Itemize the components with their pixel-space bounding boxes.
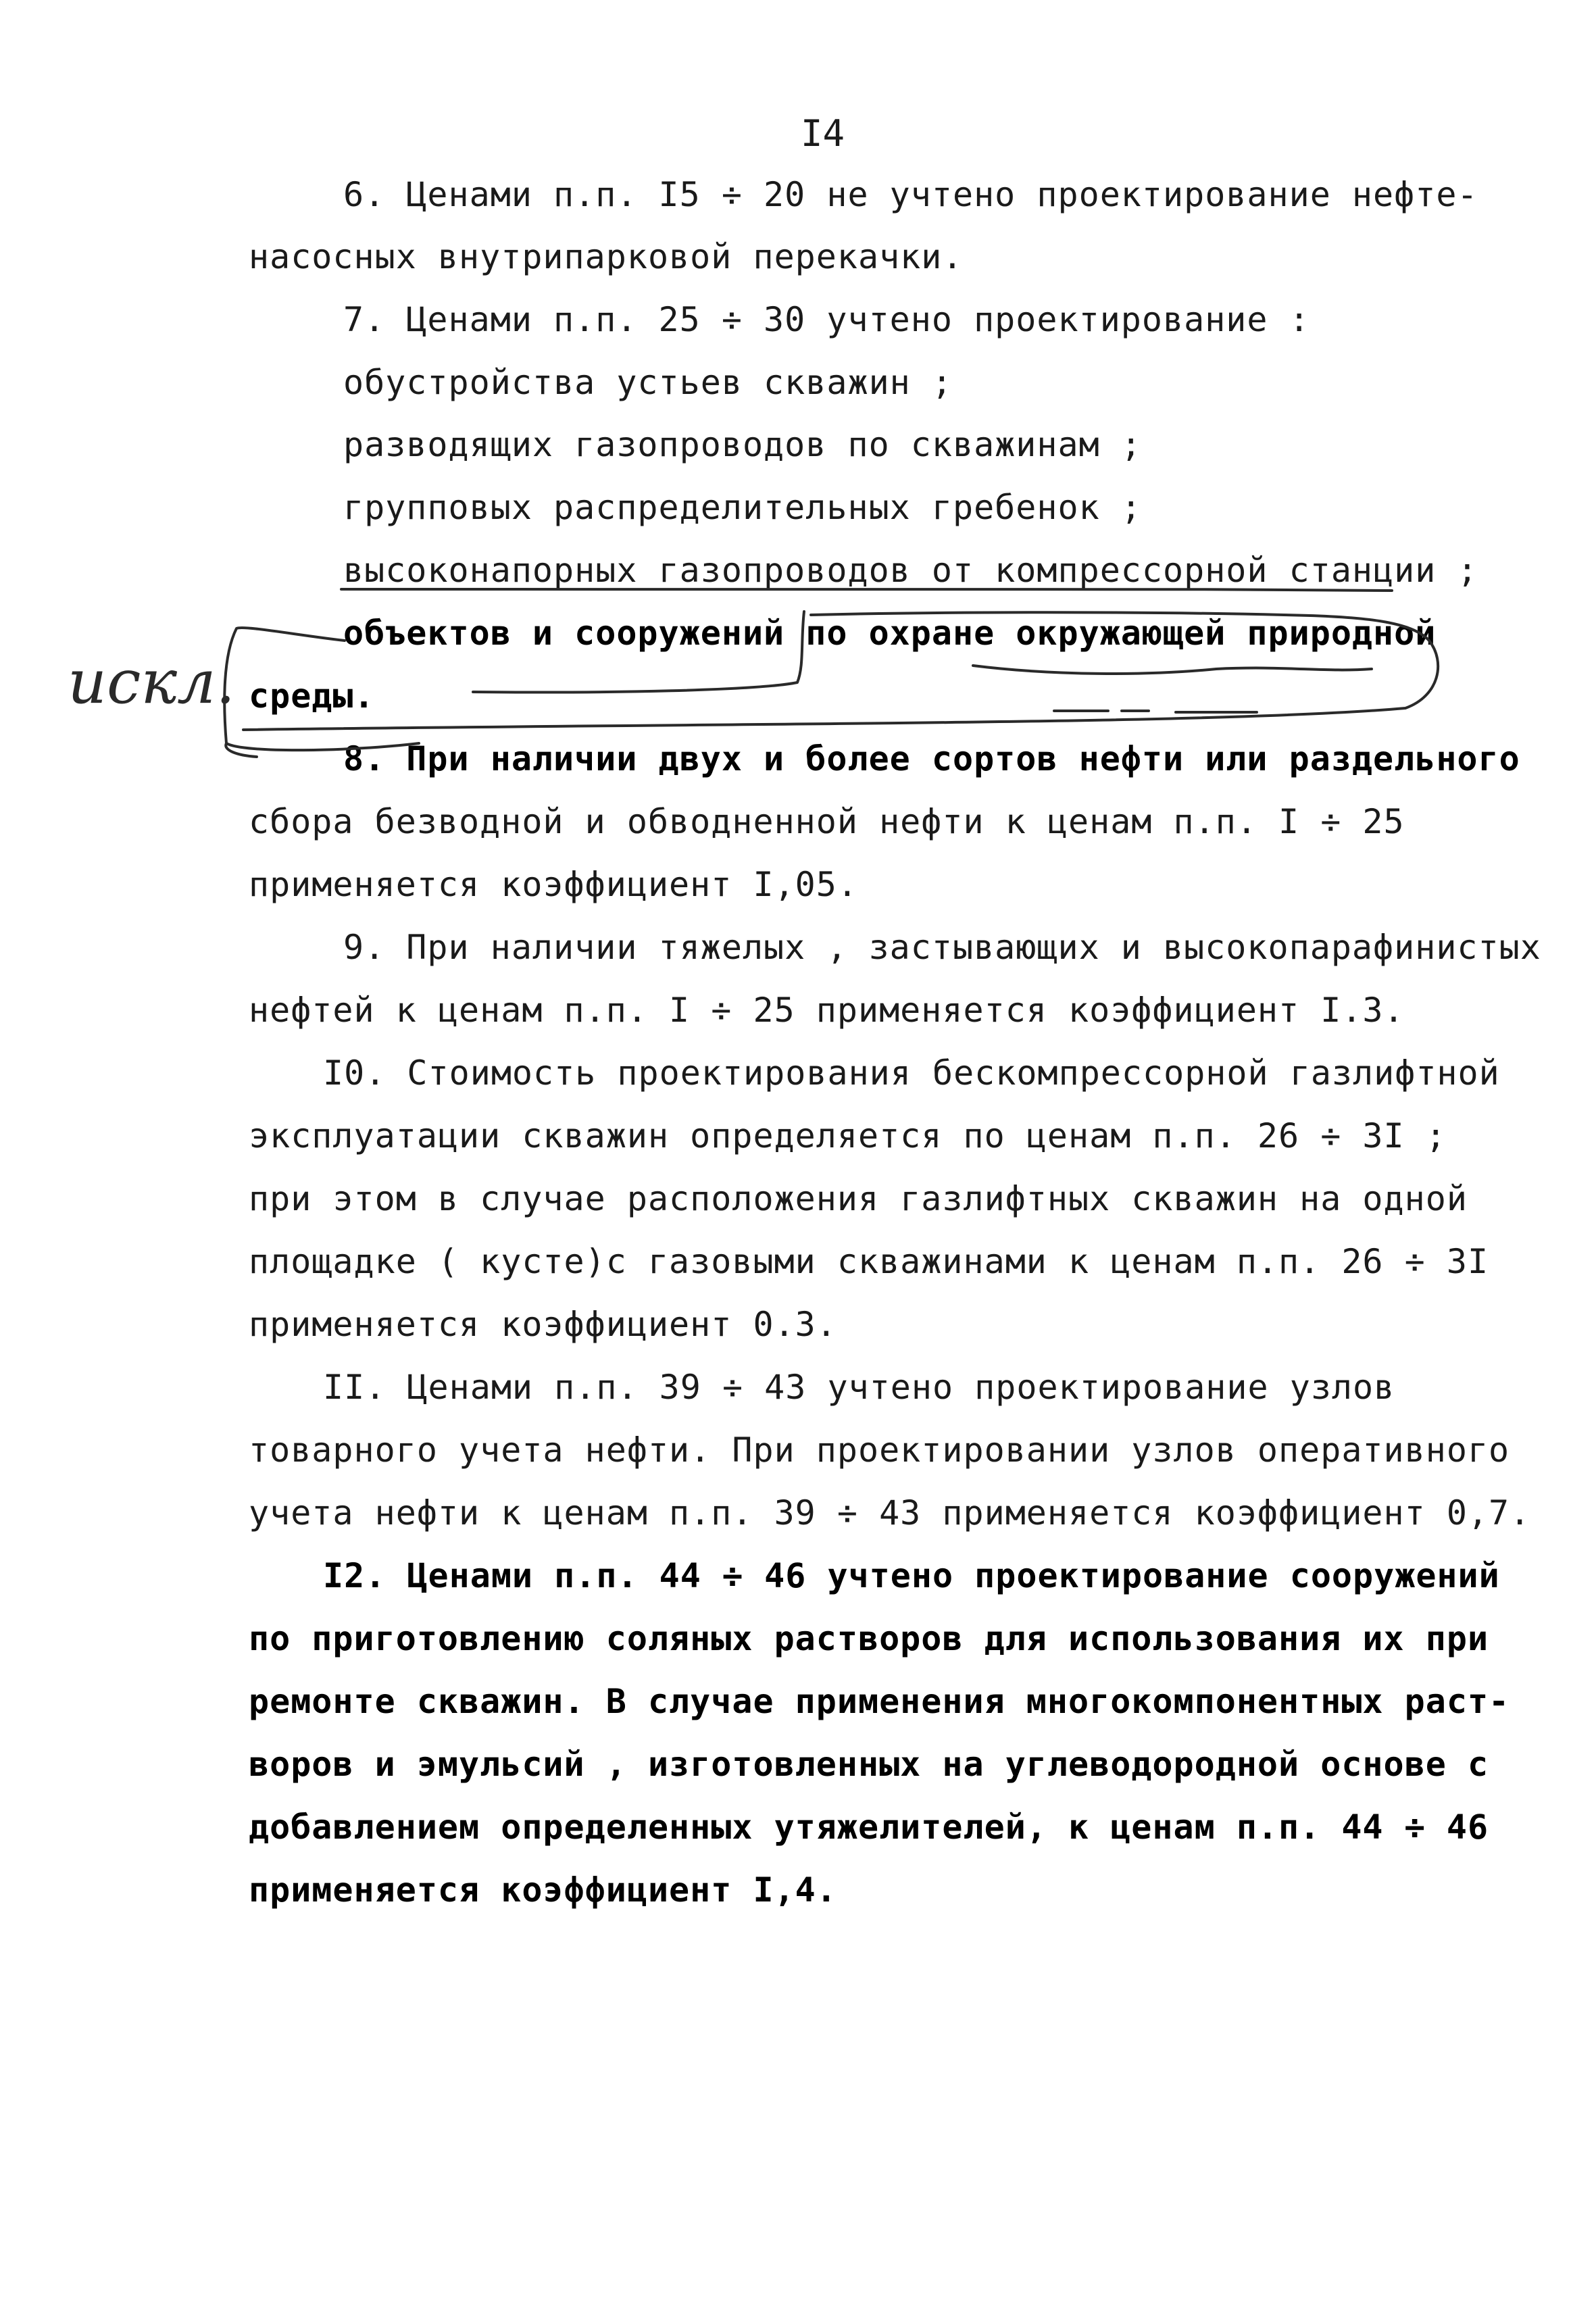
text-line-14: нефтей к ценам п.п. I ÷ 25 применяется коэффициент I.3.: [249, 991, 1405, 1030]
text-line-2: насосных внутрипарковой перекачки.: [249, 237, 964, 276]
text-line-19: применяется коэффициент 0.3.: [249, 1305, 837, 1344]
text-line-4: обустройства устьев скважин ;: [343, 363, 953, 402]
text-line-5: разводящих газопроводов по скважинам ;: [343, 425, 1142, 464]
text-line-11: сбора безводной и обводненной нефти к ценам п.п. I ÷ 25: [249, 802, 1405, 841]
text-line-22: учета нефти к ценам п.п. 39 ÷ 43 применяется коэффициент 0,7.: [249, 1493, 1531, 1533]
text-line-24: по приготовлению соляных растворов для использования их при: [249, 1619, 1489, 1658]
text-line-3: 7. Ценами п.п. 25 ÷ 30 учтено проектирование :: [343, 300, 1310, 339]
text-line-9: среды.: [249, 676, 375, 716]
text-line-6: групповых распределительных гребенок ;: [343, 488, 1142, 527]
text-line-1: 6. Ценами п.п. I5 ÷ 20 не учтено проектирование нефте-: [343, 175, 1478, 214]
text-line-13: 9. При наличии тяжелых , застывающих и высокопарафинистых: [343, 928, 1541, 967]
text-line-8: объектов и сооружений по охране окружающей природной: [343, 614, 1437, 653]
text-line-25: ремонте скважин. В случае применения многокомпонентных раст-: [249, 1682, 1510, 1721]
wave-stroke: [973, 666, 1372, 674]
text-line-17: при этом в случае расположения газлифтных скважин на одной: [249, 1179, 1468, 1218]
page-number: I4: [801, 112, 845, 155]
text-line-10: 8. При наличии двух и более сортов нефти или раздельного: [343, 739, 1520, 778]
loop-tail: [226, 743, 257, 757]
margin-handwritten-note: искл.: [68, 647, 236, 718]
text-line-7: высоконапорных газопроводов от компрессорной станции ;: [343, 551, 1478, 590]
text-line-27: добавлением определенных утяжелителей, к ценам п.п. 44 ÷ 46: [249, 1808, 1489, 1847]
text-line-15: I0. Стоимость проектирования бескомпрессорной газлифтной: [323, 1053, 1500, 1093]
text-line-23: I2. Ценами п.п. 44 ÷ 46 учтено проектирование сооружений: [323, 1556, 1500, 1595]
text-line-21: товарного учета нефти. При проектировании узлов оперативного: [249, 1430, 1510, 1470]
text-line-26: воров и эмульсий , изготовленных на углеводородной основе с: [249, 1745, 1489, 1784]
text-line-20: II. Ценами п.п. 39 ÷ 43 учтено проектирование узлов: [323, 1368, 1395, 1407]
text-line-18: площадке ( кусте)с газовыми скважинами к ценам п.п. 26 ÷ 3I: [249, 1242, 1489, 1281]
text-line-12: применяется коэффициент I,05.: [249, 865, 858, 904]
text-line-28: применяется коэффициент I,4.: [249, 1870, 837, 1910]
text-line-16: эксплуатации скважин определяется по ценам п.п. 26 ÷ 3I ;: [249, 1116, 1447, 1155]
